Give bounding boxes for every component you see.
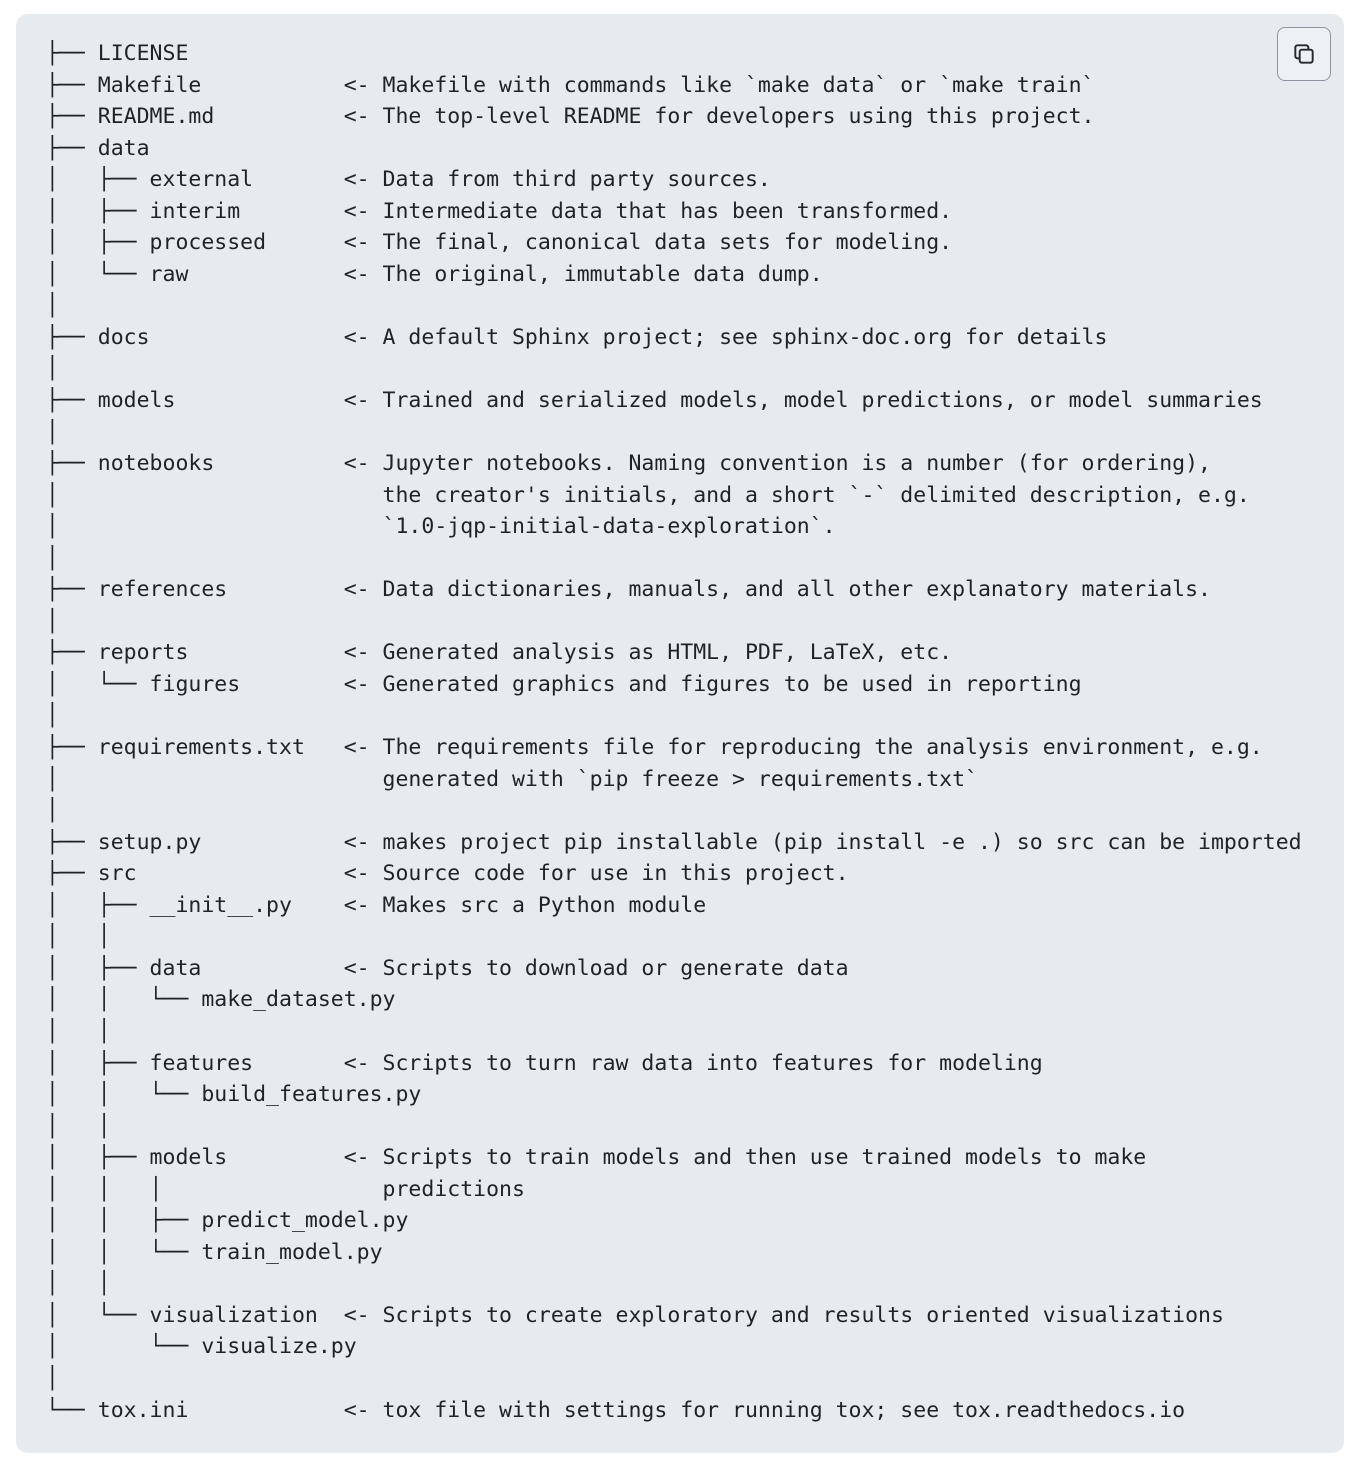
code-line: ├── README.md <- The top-level README for developers using this project.	[46, 104, 1095, 130]
code-line: ├── references <- Data dictionaries, manuals, and all other explanatory materials.	[46, 577, 1211, 603]
code-line: │	[46, 703, 59, 729]
code-line: │ │ │ predictions	[46, 1176, 525, 1202]
copy-icon	[1291, 41, 1317, 67]
code-line: │ ├── data <- Scripts to download or generate data	[46, 955, 849, 981]
code-block	[16, 14, 1344, 1453]
code-line: ├── LICENSE	[46, 41, 189, 66]
code-line: │ `1.0-jqp-initial-data-exploration`.	[46, 514, 836, 540]
code-line: │ │ └── train_model.py	[46, 1239, 383, 1265]
code-line: │ └── figures <- Generated graphics and figures to be used in reporting	[46, 671, 1082, 697]
code-line: │ └── visualization <- Scripts to create exploratory and results oriented visualizations	[46, 1302, 1224, 1328]
code-line: │ ├── models <- Scripts to train models and then use trained models to make	[46, 1145, 1147, 1171]
code-line: │ │	[46, 1271, 111, 1297]
code-line: │	[46, 419, 59, 445]
code-line: │ ├── processed <- The final, canonical data sets for modeling.	[46, 230, 953, 256]
code-line: │	[46, 608, 59, 634]
code-line: │	[46, 356, 59, 382]
code-line: │ ├── external <- Data from third party sources.	[46, 167, 771, 193]
code-line: │	[46, 545, 59, 571]
code-line: │ │	[46, 924, 111, 950]
code-line: │ │	[46, 1113, 111, 1139]
code-line: ├── reports <- Generated analysis as HTML, PDF, LaTeX, etc.	[46, 640, 953, 666]
code-line: ├── data	[46, 135, 150, 161]
code-line: ├── src <- Source code for use in this project.	[46, 861, 849, 887]
code-line: │	[46, 798, 59, 824]
code-line: ├── models <- Trained and serialized models, model predictions, or model summaries	[46, 388, 1263, 414]
code-line: │ │ ├── predict_model.py	[46, 1208, 409, 1234]
code-line: │ │ └── build_features.py	[46, 1082, 422, 1108]
code-line: │ generated with `pip freeze > requirements.txt`	[46, 766, 978, 792]
code-line: ├── notebooks <- Jupyter notebooks. Naming convention is a number (for ordering),	[46, 451, 1211, 477]
code-line: │ │	[46, 1018, 111, 1044]
code-line: │ the creator's initials, and a short `-` delimited description, e.g.	[46, 482, 1250, 508]
code-line: ├── setup.py <- makes project pip installable (pip install -e .) so src can be imported	[46, 829, 1302, 855]
code-line: │ └── raw <- The original, immutable data dump.	[46, 261, 823, 287]
code-line: │ └── visualize.py	[46, 1334, 357, 1360]
code-line: ├── Makefile <- Makefile with commands like `make data` or `make train`	[46, 72, 1095, 98]
code-line: ├── docs <- A default Sphinx project; see sphinx-doc.org for details	[46, 324, 1108, 350]
code-line: │ ├── features <- Scripts to turn raw data into features for modeling	[46, 1050, 1043, 1076]
code-line: │ ├── __init__.py <- Makes src a Python module	[46, 892, 707, 918]
code-line: │ │ └── make_dataset.py	[46, 987, 396, 1013]
code-content	[46, 38, 1302, 1426]
copy-button[interactable]	[1277, 27, 1331, 81]
code-line: └── tox.ini <- tox file with settings for running tox; see tox.readthedocs.io	[46, 1397, 1186, 1423]
code-line: │	[46, 1365, 59, 1391]
code-line: │ ├── interim <- Intermediate data that has been transformed.	[46, 198, 953, 224]
code-line: │	[46, 293, 59, 319]
code-line: ├── requirements.txt <- The requirements file for reproducing the analysis environment, e.g.	[46, 735, 1263, 761]
